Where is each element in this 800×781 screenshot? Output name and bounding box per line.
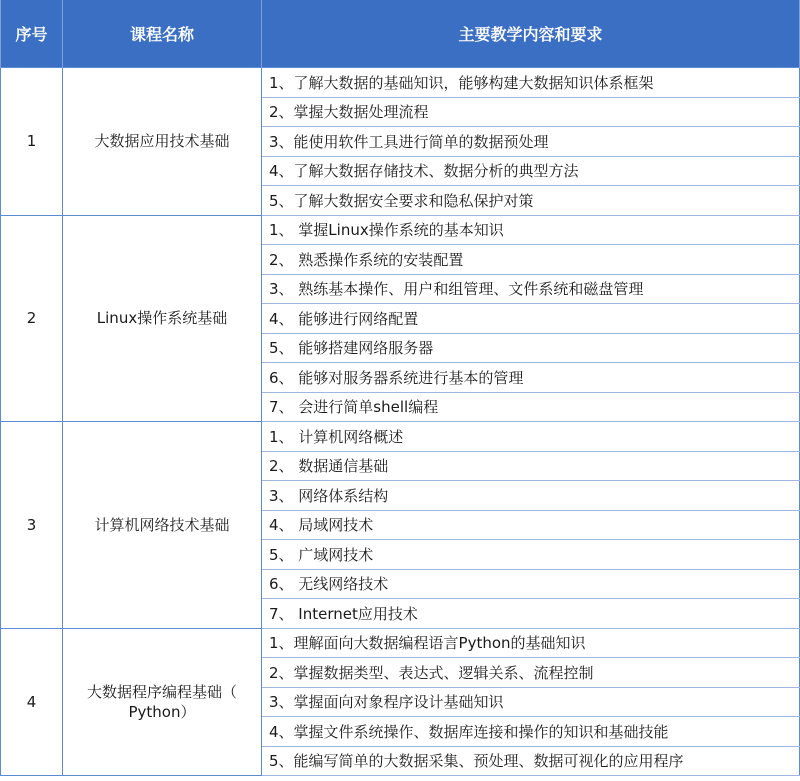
content-item: 4、 局域网技术 [262,510,800,540]
content-item: 4、 能够进行网络配置 [262,304,800,334]
content-item: 5、能编写简单的大数据采集、预处理、数据可视化的应用程序 [262,746,800,776]
content-item: 1、 掌握Linux操作系统的基本知识 [262,215,800,245]
content-item: 2、掌握大数据处理流程 [262,97,800,127]
course-name-line: 大数据程序编程基础（ [86,682,237,701]
content-item: 5、了解大数据安全要求和隐私保护对策 [262,186,800,216]
table-row [1,68,800,98]
content-item: 1、 计算机网络概述 [262,422,800,452]
content-item: 3、能使用软件工具进行简单的数据预处理 [262,127,800,157]
course-name [63,215,262,422]
course-name-line: Python） [128,702,196,721]
content-item: 2、 数据通信基础 [262,451,800,481]
course-name-line: Linux操作系统基础 [96,309,228,328]
header-row [1,0,800,68]
content-item: 5、 能够搭建网络服务器 [262,333,800,363]
course-name-line: 大数据应用技术基础 [94,132,230,151]
table-body [1,68,800,776]
course-name [63,68,262,216]
course-index: 4 [1,628,63,776]
course-index: 3 [1,422,63,629]
table-row [1,628,800,658]
content-item: 6、 能够对服务器系统进行基本的管理 [262,363,800,393]
course-name [63,422,262,629]
content-item: 6、 无线网络技术 [262,569,800,599]
table-row [1,215,800,245]
course-index: 2 [1,215,63,422]
content-item: 4、掌握文件系统操作、数据库连接和操作的知识和基础技能 [262,717,800,747]
header-course-name: 课程名称 [63,0,262,68]
content-item: 3、 熟练基本操作、用户和组管理、文件系统和磁盘管理 [262,274,800,304]
header-content: 主要教学内容和要求 [262,0,800,68]
content-item: 7、 会进行简单shell编程 [262,392,800,422]
table-row [1,422,800,452]
header-index: 序号 [1,0,63,68]
content-item: 7、 Internet应用技术 [262,599,800,629]
course-index: 1 [1,68,63,216]
content-item: 2、 熟悉操作系统的安装配置 [262,245,800,275]
content-item: 3、掌握面向对象程序设计基础知识 [262,687,800,717]
course-name [63,628,262,776]
content-item: 5、 广域网技术 [262,540,800,570]
course-name-line: 计算机网络技术基础 [94,515,230,534]
content-item: 1、理解面向大数据编程语言Python的基础知识 [262,628,800,658]
content-item: 3、 网络体系结构 [262,481,800,511]
content-item: 4、了解大数据存储技术、数据分析的典型方法 [262,156,800,186]
content-item: 2、掌握数据类型、表达式、逻辑关系、流程控制 [262,658,800,688]
content-item: 1、了解大数据的基础知识，能够构建大数据知识体系框架 [262,68,800,98]
